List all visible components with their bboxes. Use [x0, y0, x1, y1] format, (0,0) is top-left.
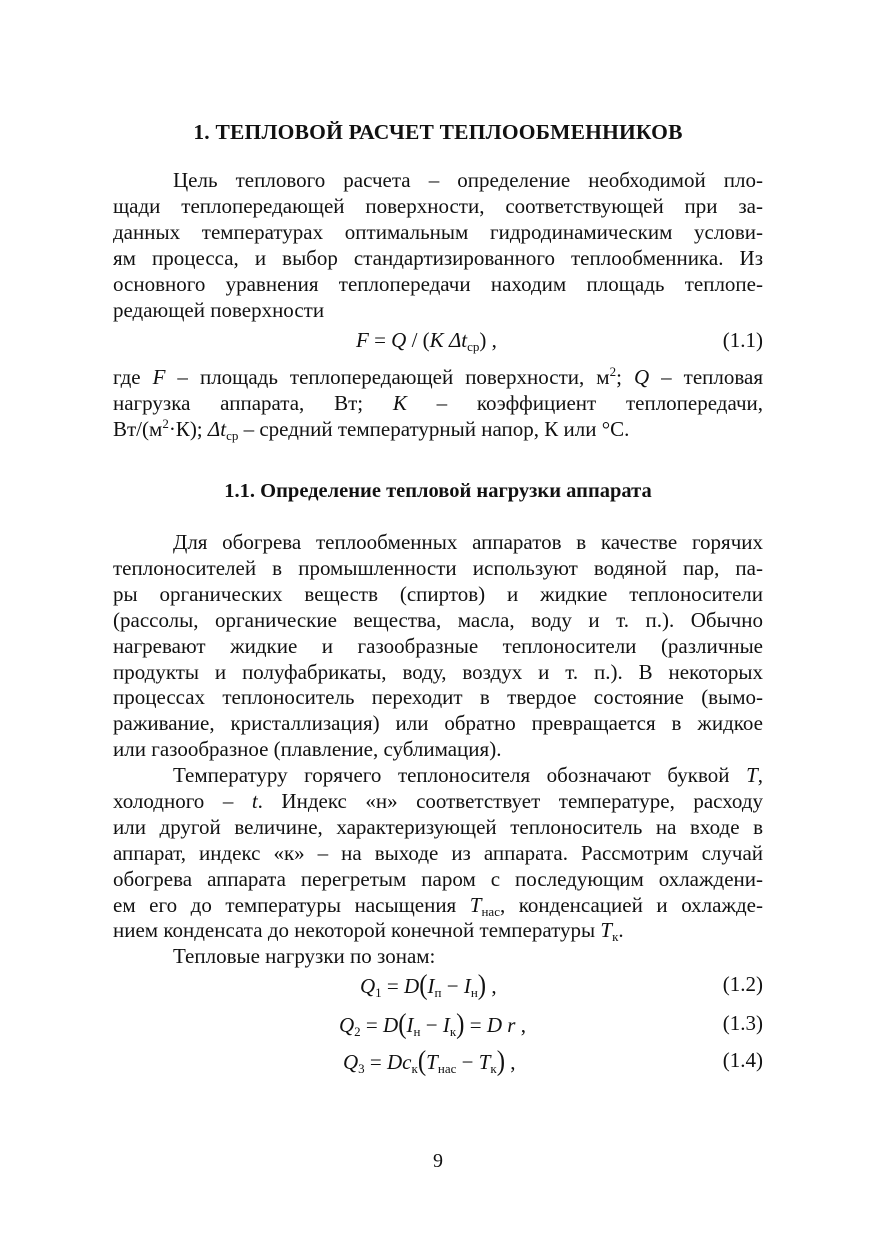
- where-paragraph: [113, 365, 763, 443]
- formula-1-4: [113, 1045, 763, 1077]
- text-line: Для обогрева теплообменных аппаратов в качестве горячих: [173, 530, 763, 554]
- formula-expression: F = Q / (K $\Delta t_{ср}$) ,: [356, 328, 497, 354]
- text-line: редающей поверхности: [113, 297, 325, 322]
- text-line: процессах теплоноситель переходит в твердое состояние (вымо-: [113, 685, 763, 710]
- formula-1-1: [113, 328, 763, 356]
- text-line: продукты и полуфабрикаты, воду, воздух и т. п.). В некоторых: [113, 659, 763, 684]
- subsection-title: 1.1. Определение тепловой нагрузки аппарата: [224, 480, 652, 502]
- page-number: 9: [433, 1150, 443, 1172]
- equation-number: (1.1): [722, 328, 763, 352]
- text-line: раживание, кристаллизация) или обратно превращается в жидкое: [113, 711, 763, 736]
- text-line: щади теплопередающей поверхности, соответствующей при за-: [113, 193, 763, 218]
- formula-expression: $Q_2 = D(I_н - I_к) = D$ r ,: [339, 1008, 526, 1040]
- text-line: обогрева аппарата перегретым паром с последующим охлаждени-: [113, 866, 763, 891]
- equation-number: (1.2): [722, 972, 763, 996]
- text-line: холодного – t. Индекс «н» соответствует температуре, расходу: [113, 788, 764, 813]
- text-line: нагревают жидкие и газообразные теплоносители (различные: [113, 633, 763, 658]
- text-line: где F – площадь теплопередающей поверхности, $м^2$; Q – тепловая: [113, 364, 763, 389]
- equation-number: (1.3): [722, 1011, 763, 1035]
- text-line: $Вт/(м^2\cdot К)$; $\Delta t_{ср}$ – средний температурный напор, К или °С.: [113, 415, 630, 443]
- paragraph-heating: [113, 530, 763, 763]
- text-line: или другой величине, характеризующей теплоноситель на входе в: [113, 814, 763, 839]
- formula-1-3: [113, 1008, 763, 1040]
- text-line: нагрузка аппарата, Вт; К – коэффициент теплопередачи,: [113, 390, 763, 415]
- text-line: ры органических веществ (спиртов) и жидкие теплоносители: [113, 581, 763, 606]
- text-line: ем его до температуры насыщения $T_{нас}$, конденсацией и охлажде-: [113, 892, 763, 919]
- text-line: основного уравнения теплопередачи находим площадь теплопе-: [113, 271, 763, 296]
- text-line: или газообразное (плавление, сублимация).: [113, 737, 502, 762]
- paragraph-temperatures: [113, 763, 763, 970]
- text-line: (рассолы, органические вещества, масла, воду и т. п.). Обычно: [113, 607, 763, 632]
- section-title: 1. ТЕПЛОВОЙ РАСЧЕТ ТЕПЛООБМЕННИКОВ: [193, 120, 683, 144]
- equation-number: (1.4): [722, 1048, 763, 1072]
- text-line: Тепловые нагрузки по зонам:: [173, 944, 436, 969]
- formula-1-2: [113, 969, 763, 1001]
- text-line: аппарат, индекс «к» – на выходе из аппарата. Рассмотрим случай: [113, 840, 763, 865]
- text-line: Цель теплового расчета – определение необходимой пло-: [173, 168, 763, 192]
- text-line: теплоносителей в промышленности используют водяной пар, па-: [113, 555, 763, 580]
- text-line: нием конденсата до некоторой конечной температуры $T_к$.: [113, 918, 624, 945]
- text-line: данных температурах оптимальным гидродинамическим услови-: [113, 219, 763, 244]
- formula-expression: $Q_3 = Dc_к(T_{нас} - T_к)$ ,: [343, 1045, 516, 1077]
- text-line: Температуру горячего теплоносителя обозначают буквой T,: [173, 763, 763, 787]
- intro-paragraph: [113, 168, 763, 323]
- formula-expression: $Q_1 = D(I_п - I_н)$ ,: [360, 969, 497, 1001]
- text-line: ям процесса, и выбор стандартизированного теплообменника. Из: [113, 245, 763, 270]
